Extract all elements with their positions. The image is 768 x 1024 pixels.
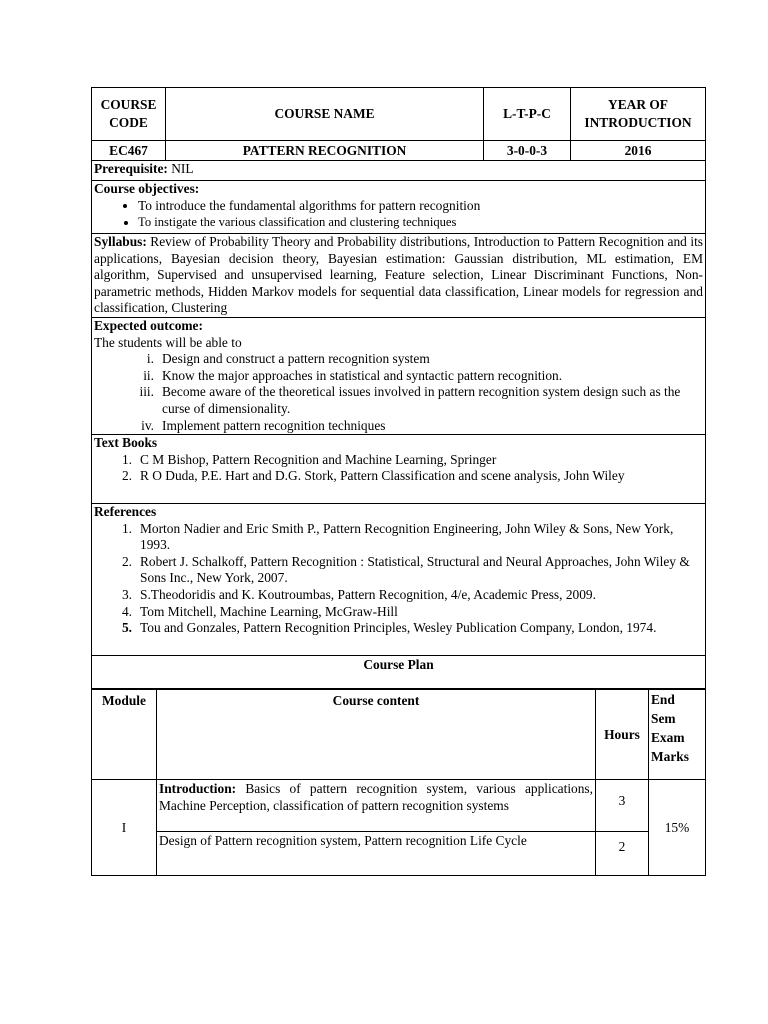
outcome-item-text: Become aware of the theoretical issues involved in pattern recognition system design such as the curse of dimensionality. [162,384,681,416]
textbook-item-text: C M Bishop, Pattern Recognition and Machine Learning, Springer [140,451,497,467]
header-course-code-line2: CODE [109,115,148,130]
references-section [91,504,706,656]
outcome-item-num: iii. [139,384,154,400]
reference-item-text: Tou and Gonzales, Pattern Recognition Principles, Wesley Publication Company, London, 1974. [140,620,657,636]
reference-item-text: Tom Mitchell, Machine Learning, McGraw-Hill [140,603,398,619]
objectives-section [91,181,706,234]
reference-item-num: 4. [121,603,132,619]
plan-content-text: Basics of pattern recognition system, various applications, Machine Perception, classification of pattern recognition systems [159,781,593,813]
plan-hours-cell: 3 [596,780,649,832]
outcome-item [94,384,703,417]
prerequisite-label: Prerequisite: [94,161,168,176]
outcome-intro: The students will be able to [94,334,242,350]
outcome-item-num: ii. [143,367,154,383]
outcome-item [94,368,703,385]
objectives-label: Course objectives: [94,181,200,196]
header-ltpc: L-T-P-C [484,88,571,141]
course-year: 2016 [571,141,706,161]
reference-item-text: Morton Nadier and Eric Smith P., Pattern Recognition Engineering, John Wiley & Sons, New York, 1993. [140,520,674,553]
header-year-line1: YEAR OF [608,97,668,112]
references-label: References [94,504,157,519]
plan-header-hours: Hours [596,690,649,780]
plan-marks-cell: 15% [649,780,706,876]
reference-item [94,554,703,587]
plan-header-marks-line: Exam [651,730,685,745]
plan-header-marks-line: End [651,692,675,707]
reference-item-text: Robert J. Schalkoff, Pattern Recognition : Statistical, Structural and Neural Approaches, John Wiley & Sons Inc., New York, 2007. [140,553,690,586]
syllabus-label: Syllabus: [94,234,147,249]
course-header-table [91,87,706,161]
reference-item-num: 3. [121,586,132,602]
outcome-item-num: i. [146,351,154,367]
header-year [571,88,706,141]
outcome-item-text: Know the major approaches in statistical and syntactic pattern recognition. [162,367,563,383]
header-course-code [92,88,166,141]
outcome-item-text: Design and construct a pattern recognition system [162,351,430,367]
reference-item-num: 5. [121,620,132,636]
header-year-line2: INTRODUCTION [584,115,692,130]
reference-item [94,620,703,637]
textbook-item-text: R O Duda, P.E. Hart and D.G. Stork, Pattern Classification and scene analysis, John Wiley [140,468,625,484]
textbook-item [94,452,703,469]
reference-item [94,587,703,604]
reference-item-num: 1. [121,520,132,536]
plan-hours-cell: 2 [596,832,649,876]
plan-module-cell: I [92,780,157,876]
outcome-section [91,318,706,435]
prerequisite-row [91,161,706,181]
header-course-name: COURSE NAME [166,88,484,141]
outcome-item [94,351,703,368]
plan-header-marks [649,690,706,780]
plan-header-marks-line: Sem [651,711,676,726]
outcome-label: Expected outcome: [94,318,203,333]
textbook-item-num: 1. [121,451,132,467]
objective-item: • To instigate the various classification and clustering techniques [138,214,703,230]
reference-item [94,604,703,621]
outcome-item-text: Implement pattern recognition techniques [162,417,386,433]
syllabus-text: Review of Probability Theory and Probability distributions, Introduction to Pattern Recognition and its applications, Bayesian decision theory, Bayesian estimation: Gaussian distribution, ML estimation, EM algorithm, Supervised and unsupervised learning, Feature selection, Linear Discriminant Functions, Non-parametric methods, Hidden Markov models for sequential data classification, Linear models for regression and classification, Clustering [94,234,703,316]
plan-header-module: Module [92,690,157,780]
objective-item: • To introduce the fundamental algorithms for pattern recognition [138,198,703,214]
objectives-list [94,198,703,230]
textbooks-label: Text Books [94,435,158,450]
plan-header-marks-line: Marks [651,749,689,764]
reference-item-num: 2. [121,553,132,569]
reference-item-text: S.Theodoridis and K. Koutroumbas, Pattern Recognition, 4/e, Academic Press, 2009. [140,586,596,602]
reference-item [94,521,703,554]
header-course-code-line1: COURSE [100,97,157,112]
plan-content-label: Introduction: [159,781,237,796]
course-plan-title: Course Plan [91,656,706,689]
outcome-item [94,418,703,435]
course-name: PATTERN RECOGNITION [166,141,484,161]
course-plan-table [91,689,706,876]
prerequisite-value: NIL [167,161,194,176]
plan-content-cell: Design of Pattern recognition system, Pattern recognition Life Cycle [157,832,596,876]
syllabus-page [91,87,706,876]
plan-content-cell [157,780,596,832]
textbooks-section [91,435,706,504]
textbook-item-num: 2. [121,468,132,484]
course-code: EC467 [92,141,166,161]
course-ltpc: 3-0-0-3 [484,141,571,161]
plan-header-content: Course content [157,690,596,780]
syllabus-section [91,234,706,318]
textbook-item [94,468,703,485]
outcome-list [94,351,703,434]
outcome-item-num: iv. [141,417,154,433]
